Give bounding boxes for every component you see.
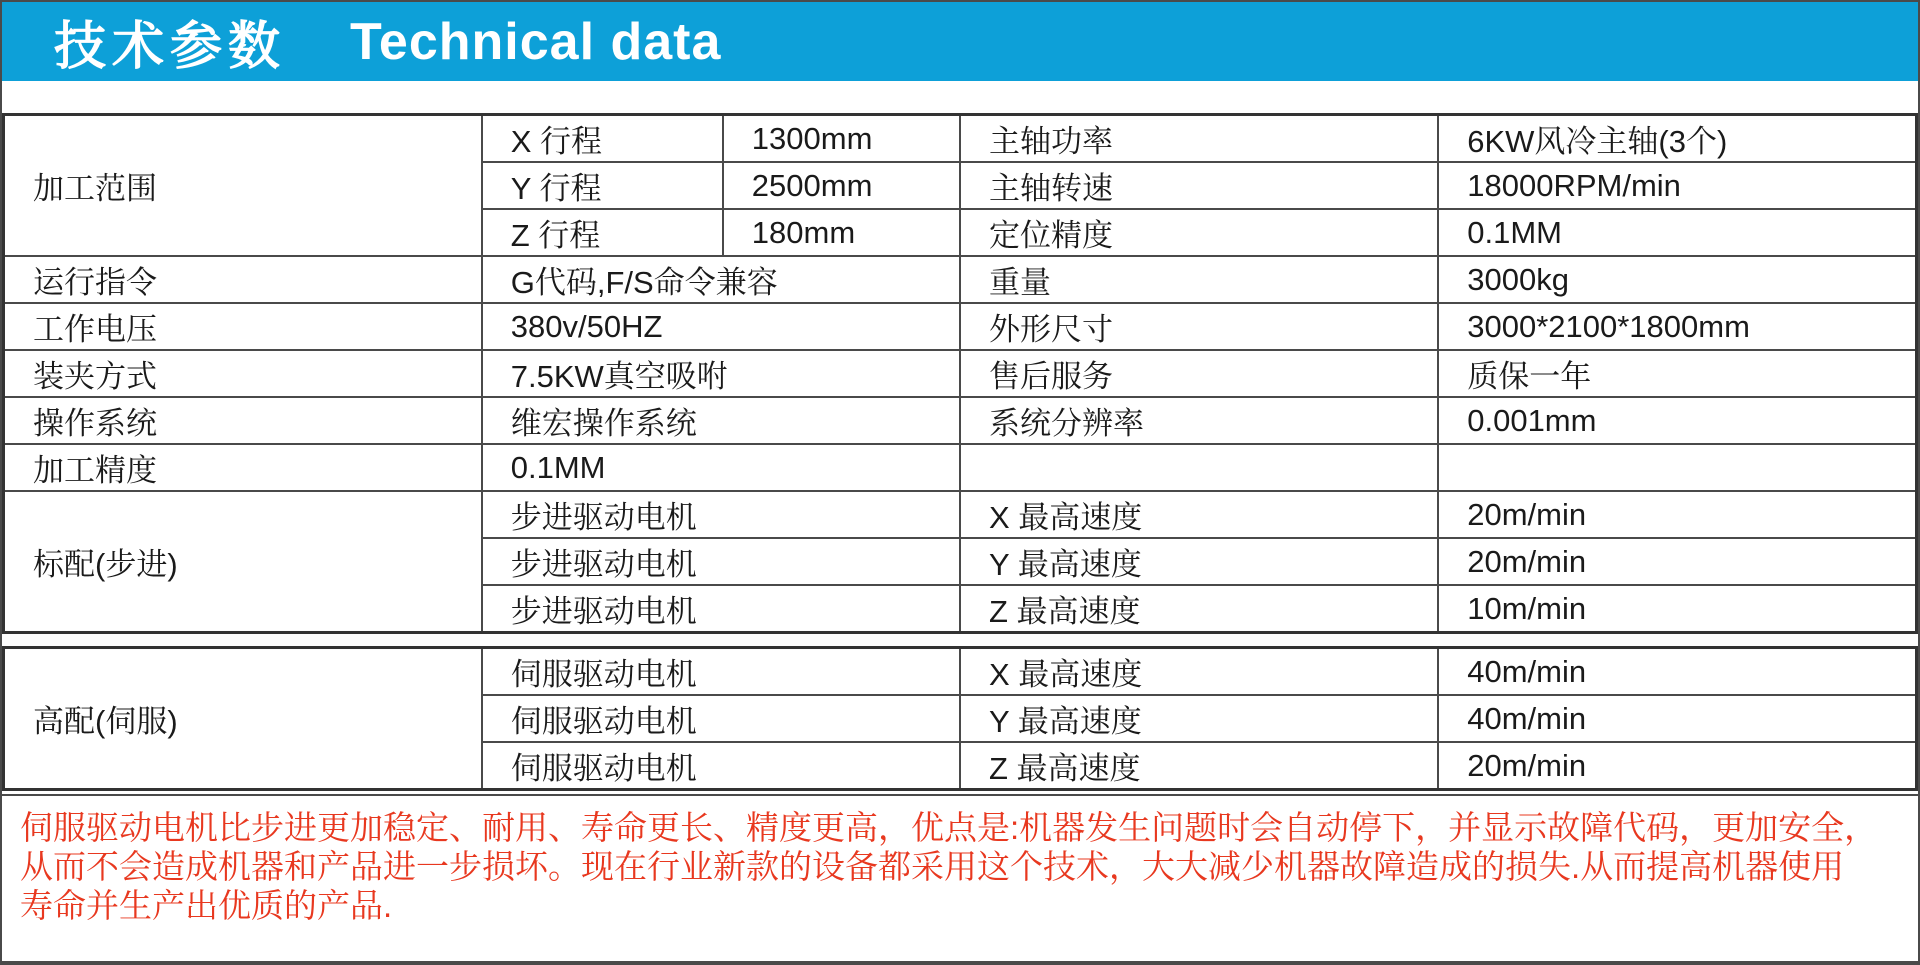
spec-table-premium: [2, 646, 1918, 791]
spec-label: 售后服务: [960, 350, 1438, 397]
servo-footnote: [2, 794, 1918, 961]
spec-value: 质保一年: [1438, 350, 1916, 397]
table-row: [4, 491, 1917, 538]
row-label: 操作系统: [4, 397, 482, 444]
spec-table-main: [2, 113, 1918, 634]
row-label: 加工精度: [4, 444, 482, 491]
footnote-line: 寿命并生产出优质的产品.: [20, 887, 393, 924]
speed-value: 20m/min: [1438, 742, 1916, 790]
spec-value: 0.1MM: [1438, 209, 1916, 256]
row-value: G代码,F/S命令兼容: [482, 256, 960, 303]
row-label: 工作电压: [4, 303, 482, 350]
footnote-line: 从而不会造成机器和产品进一步损坏。现在行业新款的设备都采用这个技术，大大减少机器故障造成的损失.从而提高机器使用: [20, 848, 1845, 885]
table-row: [4, 350, 1917, 397]
row-value: 维宏操作系统: [482, 397, 960, 444]
spec-value: 3000kg: [1438, 256, 1916, 303]
page-title-en: Technical data: [350, 12, 722, 71]
travel-axis-label: X 行程: [482, 115, 723, 163]
empty-cell: [960, 444, 1438, 491]
spec-value: 6KW风冷主轴(3个): [1438, 115, 1916, 163]
row-value: 380v/50HZ: [482, 303, 960, 350]
table-row: [4, 397, 1917, 444]
header-spacer: [2, 81, 1918, 113]
speed-value: 20m/min: [1438, 491, 1916, 538]
motor-type: 伺服驱动电机: [482, 742, 960, 790]
row-label: 运行指令: [4, 256, 482, 303]
spec-label: 外形尺寸: [960, 303, 1438, 350]
travel-axis-label: Y 行程: [482, 162, 723, 209]
section-spacer: [2, 634, 1918, 646]
speed-label: Z 最高速度: [960, 585, 1438, 633]
row-value: 7.5KW真空吸咐: [482, 350, 960, 397]
speed-label: Z 最高速度: [960, 742, 1438, 790]
motor-type: 伺服驱动电机: [482, 695, 960, 742]
travel-axis-value: 2500mm: [723, 162, 960, 209]
spec-value: 0.001mm: [1438, 397, 1916, 444]
table-row: [4, 256, 1917, 303]
table-row: [4, 444, 1917, 491]
spec-label: 主轴功率: [960, 115, 1438, 163]
travel-axis-value: 1300mm: [723, 115, 960, 163]
travel-axis-value: 180mm: [723, 209, 960, 256]
speed-label: X 最高速度: [960, 491, 1438, 538]
machining-range-label: 加工范围: [4, 115, 482, 257]
table-row: [4, 303, 1917, 350]
spec-value: 3000*2100*1800mm: [1438, 303, 1916, 350]
table-row: [4, 115, 1917, 163]
premium-section-label: 高配(伺服): [4, 648, 482, 790]
speed-label: Y 最高速度: [960, 695, 1438, 742]
motor-type: 步进驱动电机: [482, 491, 960, 538]
table-row: [4, 648, 1917, 696]
speed-value: 40m/min: [1438, 695, 1916, 742]
motor-type: 步进驱动电机: [482, 585, 960, 633]
speed-label: Y 最高速度: [960, 538, 1438, 585]
spec-label: 定位精度: [960, 209, 1438, 256]
spec-label: 主轴转速: [960, 162, 1438, 209]
spec-label: 系统分辨率: [960, 397, 1438, 444]
travel-axis-label: Z 行程: [482, 209, 723, 256]
motor-type: 步进驱动电机: [482, 538, 960, 585]
spec-value: 18000RPM/min: [1438, 162, 1916, 209]
speed-value: 40m/min: [1438, 648, 1916, 696]
speed-value: 10m/min: [1438, 585, 1916, 633]
spec-label: 重量: [960, 256, 1438, 303]
row-value: 0.1MM: [482, 444, 960, 491]
footnote-line: 伺服驱动电机比步进更加稳定、耐用、寿命更长、精度更高，优点是:机器发生问题时会自动停下，并显示故障代码，更加安全，: [20, 809, 1878, 846]
title-bar: [2, 2, 1918, 81]
motor-type: 伺服驱动电机: [482, 648, 960, 696]
speed-label: X 最高速度: [960, 648, 1438, 696]
page-title-zh: 技术参数: [54, 18, 287, 76]
standard-section-label: 标配(步进): [4, 491, 482, 633]
speed-value: 20m/min: [1438, 538, 1916, 585]
empty-cell: [1438, 444, 1916, 491]
row-label: 装夹方式: [4, 350, 482, 397]
